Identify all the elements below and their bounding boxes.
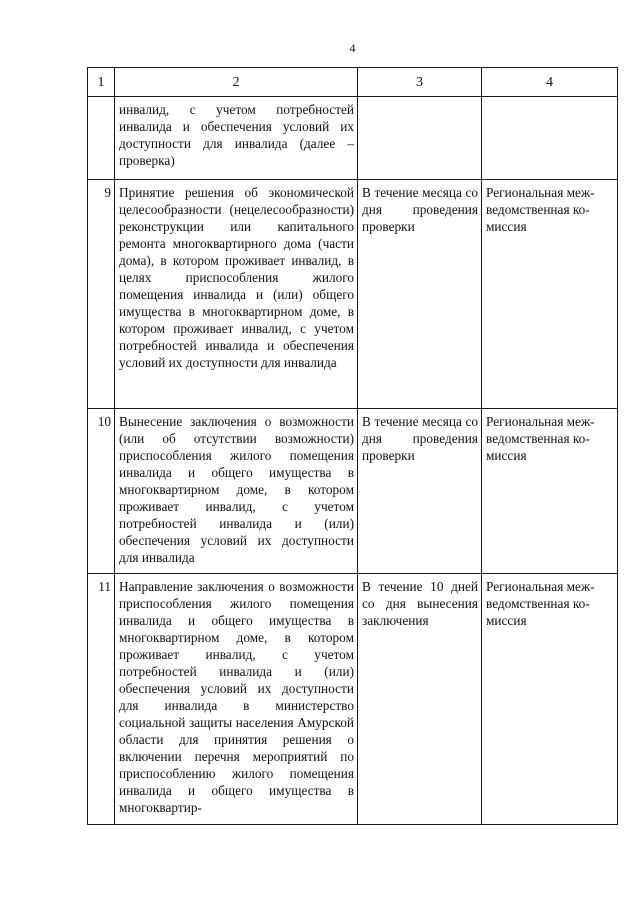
action-text: Вынесение заключения о возможности (или об отсутствии возможности) приспособления жилого помещения инвалида и общего имущества в многоквартирном доме, в котором проживает инвалид, с учетом потребностей инвалида и (или) обеспечения условий их доступности для инвалида: [119, 414, 354, 565]
action-cell: [115, 180, 358, 409]
executor-cell: [482, 409, 618, 574]
page-number: 4: [349, 41, 356, 55]
row-number-cell: [88, 180, 115, 409]
deadline-cell: [358, 574, 482, 825]
deadline-text: [358, 97, 481, 103]
action-text: инвалид, с учетом потребностей инвалида и обеспечения условий их доступности для инвалида (далее – проверка): [119, 102, 354, 168]
table-row: [88, 97, 618, 180]
executor-text: Региональная межведомственная комиссия: [486, 414, 595, 463]
row-number: 10: [97, 414, 111, 429]
executor-cell: [482, 574, 618, 825]
executor-cell: [482, 180, 618, 409]
action-text: Принятие решения об экономической целесообразности (нецелесообразности) реконструкции или капитального ремонта многоквартирного дома (части дома), в котором проживает инвалид, в целях приспособления жилого помещения инвалида и (или) общего имущества в многоквартирном доме, в котором проживает инвалид, с учетом потребностей инвалида и обеспечения условий их доступности для инвалида: [119, 185, 354, 370]
row-number: 11: [98, 579, 111, 594]
row-number: 9: [104, 185, 111, 200]
deadline-cell: [358, 180, 482, 409]
table-header-row: [88, 68, 618, 97]
row-number-cell: [88, 574, 115, 825]
header-cell-4: 4: [482, 68, 618, 97]
table-row: [88, 409, 618, 574]
header-cell-2: 2: [115, 68, 358, 97]
action-cell: [115, 574, 358, 825]
executor-text: Региональная межведомственная комиссия: [486, 185, 595, 234]
deadline-text: В течение 10 дней со дня вынесения заключения: [362, 579, 478, 628]
row-number-cell: [88, 97, 115, 180]
deadline-text: В течение месяца со дня проведения проверки: [362, 185, 478, 234]
deadline-text: В течение месяца со дня проведения проверки: [362, 414, 478, 463]
action-text: Направление заключения о возможности приспособления жилого помещения инвалида и общего имущества в многоквартирном доме, в котором проживает инвалид, с учетом потребностей инвалида и (или) обеспечения условий их доступности для инвалида в министерство социальной защиты населения Амурской области для принятия решения о включении перечня мероприятий по приспособлению жилого помещения инвалида и общего имущества в многоквартир-: [119, 579, 354, 815]
executor-cell: [482, 97, 618, 180]
deadline-cell: [358, 409, 482, 574]
row-number-cell: [88, 409, 115, 574]
row-number: [88, 97, 114, 101]
header-cell-1: 1: [88, 68, 115, 97]
action-cell: [115, 409, 358, 574]
measures-table: [87, 67, 618, 825]
executor-text: [482, 97, 617, 103]
deadline-cell: [358, 97, 482, 180]
table-row: [88, 180, 618, 409]
action-cell: [115, 97, 358, 180]
header-cell-3: 3: [358, 68, 482, 97]
table-row: [88, 574, 618, 825]
executor-text: Региональная межведомственная комиссия: [486, 579, 595, 628]
